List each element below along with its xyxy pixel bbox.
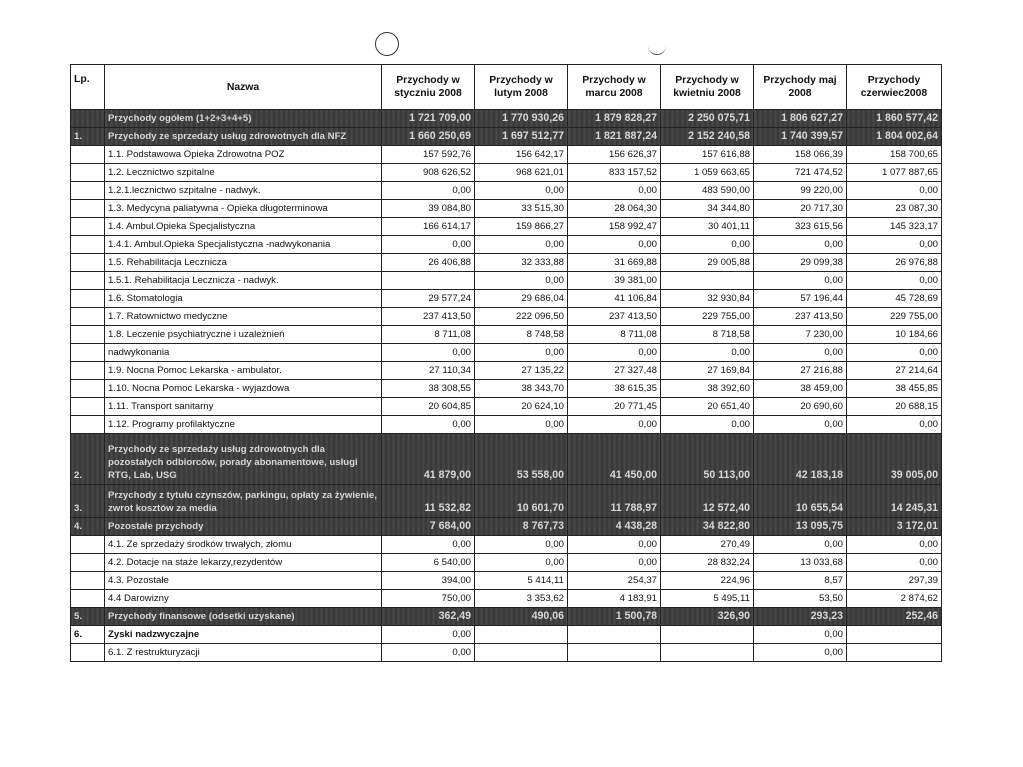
row-value-month-3: 0,00 <box>568 416 661 434</box>
row-name: Przychody ze sprzedaży usług zdrowotnych dla pozostałych odbiorców, porady abonamentowe, usługi RTG, Lab, USG <box>105 434 382 485</box>
table-row <box>71 308 942 326</box>
row-lp <box>71 218 105 236</box>
row-value-month-6 <box>847 644 942 662</box>
row-lp <box>71 380 105 398</box>
table-row <box>71 146 942 164</box>
row-value-month-3 <box>568 644 661 662</box>
row-value-month-4: 20 651,40 <box>661 398 754 416</box>
row-value-month-4: 29 005,88 <box>661 254 754 272</box>
row-value-month-3: 0,00 <box>568 344 661 362</box>
row-value-month-2 <box>475 626 568 644</box>
row-value-month-5: 323 615,56 <box>754 218 847 236</box>
row-value-month-3: 4 438,28 <box>568 518 661 536</box>
row-value-month-5: 53,50 <box>754 590 847 608</box>
row-value-month-5: 42 183,18 <box>754 434 847 485</box>
row-value-month-6: 23 087,30 <box>847 200 942 218</box>
row-name: nadwykonania <box>105 344 382 362</box>
row-value-month-6: 2 874,62 <box>847 590 942 608</box>
row-name: 1.10. Nocna Pomoc Lekarska - wyjazdowa <box>105 380 382 398</box>
row-value-month-2: 53 558,00 <box>475 434 568 485</box>
row-value-month-6: 0,00 <box>847 416 942 434</box>
header-lp: Lp. <box>71 65 105 110</box>
row-value-month-2: 38 343,70 <box>475 380 568 398</box>
row-name: Przychody ze sprzedaży usług zdrowotnych dla NFZ <box>105 128 382 146</box>
row-value-month-4: 8 718,58 <box>661 326 754 344</box>
row-value-month-6: 1 860 577,42 <box>847 110 942 128</box>
header-month-2: Przychody w lutym 2008 <box>475 65 568 110</box>
row-value-month-5: 20 717,30 <box>754 200 847 218</box>
row-value-month-2: 0,00 <box>475 344 568 362</box>
header-month-3: Przychody w marcu 2008 <box>568 65 661 110</box>
row-value-month-1: 26 406,88 <box>382 254 475 272</box>
row-name: 1.2. Lecznictwo szpitalne <box>105 164 382 182</box>
row-value-month-3: 11 788,97 <box>568 485 661 518</box>
row-name: 1.9. Nocna Pomoc Lekarska - ambulator. <box>105 362 382 380</box>
table-row <box>71 398 942 416</box>
row-value-month-2: 29 686,04 <box>475 290 568 308</box>
row-value-month-2: 156 642,17 <box>475 146 568 164</box>
row-value-month-1: 41 879,00 <box>382 434 475 485</box>
row-value-month-5: 158 066,39 <box>754 146 847 164</box>
row-value-month-4: 157 616,88 <box>661 146 754 164</box>
table-row <box>71 110 942 128</box>
row-value-month-6: 3 172,01 <box>847 518 942 536</box>
row-value-month-1: 362,49 <box>382 608 475 626</box>
row-value-month-3 <box>568 626 661 644</box>
row-lp: 6. <box>71 626 105 644</box>
row-value-month-3: 20 771,45 <box>568 398 661 416</box>
row-lp: 2. <box>71 434 105 485</box>
row-value-month-6: 27 214,64 <box>847 362 942 380</box>
row-value-month-1: 394,00 <box>382 572 475 590</box>
row-value-month-5: 0,00 <box>754 644 847 662</box>
row-value-month-4: 38 392,60 <box>661 380 754 398</box>
row-lp <box>71 254 105 272</box>
row-value-month-2: 0,00 <box>475 272 568 290</box>
header-name: Nazwa <box>105 65 382 110</box>
table-row <box>71 236 942 254</box>
row-value-month-1: 11 532,82 <box>382 485 475 518</box>
row-value-month-3: 8 711,08 <box>568 326 661 344</box>
row-value-month-1: 29 577,24 <box>382 290 475 308</box>
row-value-month-1: 237 413,50 <box>382 308 475 326</box>
row-value-month-2: 159 866,27 <box>475 218 568 236</box>
row-value-month-4: 483 590,00 <box>661 182 754 200</box>
row-value-month-4: 5 495,11 <box>661 590 754 608</box>
row-value-month-3: 0,00 <box>568 536 661 554</box>
row-value-month-6: 229 755,00 <box>847 308 942 326</box>
row-value-month-3: 39 381,00 <box>568 272 661 290</box>
row-value-month-5: 0,00 <box>754 416 847 434</box>
row-value-month-3: 0,00 <box>568 182 661 200</box>
table-row <box>71 485 942 518</box>
row-name: Przychody ogółem (1+2+3+4+5) <box>105 110 382 128</box>
row-value-month-3: 28 064,30 <box>568 200 661 218</box>
row-value-month-3: 0,00 <box>568 554 661 572</box>
table-row <box>71 644 942 662</box>
row-value-month-4: 34 344,80 <box>661 200 754 218</box>
row-value-month-1: 166 614,17 <box>382 218 475 236</box>
table-row <box>71 182 942 200</box>
table-row <box>71 344 942 362</box>
row-name: 4.3. Pozostałe <box>105 572 382 590</box>
row-name: 1.3. Medycyna paliatywna - Opieka długoterminowa <box>105 200 382 218</box>
row-value-month-1: 0,00 <box>382 182 475 200</box>
row-value-month-2 <box>475 644 568 662</box>
row-value-month-4 <box>661 644 754 662</box>
table-row <box>71 416 942 434</box>
row-value-month-1: 0,00 <box>382 344 475 362</box>
row-value-month-1: 39 084,80 <box>382 200 475 218</box>
row-value-month-1: 8 711,08 <box>382 326 475 344</box>
row-lp <box>71 200 105 218</box>
row-value-month-5: 99 220,00 <box>754 182 847 200</box>
row-lp <box>71 536 105 554</box>
row-value-month-2: 968 621,01 <box>475 164 568 182</box>
row-name: 4.2. Dotacje na staże lekarzy,rezydentów <box>105 554 382 572</box>
row-value-month-1: 0,00 <box>382 626 475 644</box>
row-value-month-5: 29 099,38 <box>754 254 847 272</box>
row-value-month-5: 13 033,68 <box>754 554 847 572</box>
row-value-month-4: 0,00 <box>661 236 754 254</box>
row-lp <box>71 644 105 662</box>
row-value-month-6: 39 005,00 <box>847 434 942 485</box>
row-value-month-4: 32 930,84 <box>661 290 754 308</box>
row-value-month-1: 0,00 <box>382 536 475 554</box>
table-row <box>71 572 942 590</box>
row-value-month-2: 490,06 <box>475 608 568 626</box>
row-lp <box>71 164 105 182</box>
row-value-month-3: 833 157,52 <box>568 164 661 182</box>
row-value-month-5: 721 474,52 <box>754 164 847 182</box>
header-month-6: Przychody czerwiec2008 <box>847 65 942 110</box>
table-row <box>71 272 942 290</box>
row-value-month-3: 4 183,91 <box>568 590 661 608</box>
row-value-month-2: 0,00 <box>475 536 568 554</box>
row-lp <box>71 146 105 164</box>
row-value-month-4 <box>661 626 754 644</box>
row-name: 1.5.1. Rehabilitacja Lecznicza - nadwyk. <box>105 272 382 290</box>
row-value-month-3: 31 669,88 <box>568 254 661 272</box>
row-value-month-5: 13 095,75 <box>754 518 847 536</box>
row-name: 1.1. Podstawowa Opieka Zdrowotna POZ <box>105 146 382 164</box>
row-value-month-2: 33 515,30 <box>475 200 568 218</box>
row-value-month-1: 0,00 <box>382 236 475 254</box>
row-value-month-6: 10 184,66 <box>847 326 942 344</box>
row-name: 4.4 Darowizny <box>105 590 382 608</box>
row-value-month-5: 10 655,54 <box>754 485 847 518</box>
row-lp <box>71 110 105 128</box>
row-name: 1.11. Transport sanitarny <box>105 398 382 416</box>
row-value-month-6: 14 245,31 <box>847 485 942 518</box>
row-value-month-2: 1 697 512,77 <box>475 128 568 146</box>
row-value-month-6: 0,00 <box>847 272 942 290</box>
row-value-month-4: 1 059 663,65 <box>661 164 754 182</box>
row-value-month-5: 0,00 <box>754 272 847 290</box>
row-lp <box>71 182 105 200</box>
row-value-month-4: 326,90 <box>661 608 754 626</box>
table-row <box>71 608 942 626</box>
row-value-month-4: 50 113,00 <box>661 434 754 485</box>
row-value-month-6: 20 688,15 <box>847 398 942 416</box>
row-value-month-6 <box>847 626 942 644</box>
row-value-month-6: 145 323,17 <box>847 218 942 236</box>
table-row <box>71 554 942 572</box>
row-name: Przychody finansowe (odsetki uzyskane) <box>105 608 382 626</box>
row-value-month-6: 0,00 <box>847 554 942 572</box>
row-lp <box>71 416 105 434</box>
row-value-month-5: 0,00 <box>754 536 847 554</box>
row-value-month-6: 0,00 <box>847 344 942 362</box>
row-value-month-6: 297,39 <box>847 572 942 590</box>
row-lp <box>71 236 105 254</box>
table-row <box>71 590 942 608</box>
row-name: 4.1. Ze sprzedaży środków trwałych, złomu <box>105 536 382 554</box>
table-row <box>71 128 942 146</box>
row-value-month-1: 157 592,76 <box>382 146 475 164</box>
row-value-month-5: 0,00 <box>754 236 847 254</box>
row-value-month-1: 27 110,34 <box>382 362 475 380</box>
row-value-month-3: 41 450,00 <box>568 434 661 485</box>
table-row <box>71 326 942 344</box>
row-value-month-4: 2 250 075,71 <box>661 110 754 128</box>
row-value-month-2: 5 414,11 <box>475 572 568 590</box>
row-lp: 1. <box>71 128 105 146</box>
row-lp <box>71 572 105 590</box>
row-value-month-6: 0,00 <box>847 536 942 554</box>
row-lp <box>71 326 105 344</box>
row-value-month-1: 1 721 709,00 <box>382 110 475 128</box>
row-name: 1.2.1.lecznictwo szpitalne - nadwyk. <box>105 182 382 200</box>
row-value-month-5: 7 230,00 <box>754 326 847 344</box>
punch-hole-mark <box>375 32 399 56</box>
table-row <box>71 518 942 536</box>
row-name: 1.6. Stomatologia <box>105 290 382 308</box>
row-value-month-2: 0,00 <box>475 416 568 434</box>
row-value-month-6: 252,46 <box>847 608 942 626</box>
row-value-month-2: 20 624,10 <box>475 398 568 416</box>
row-value-month-5: 0,00 <box>754 626 847 644</box>
row-lp <box>71 590 105 608</box>
row-value-month-5: 57 196,44 <box>754 290 847 308</box>
table-body <box>71 110 942 662</box>
row-value-month-3: 0,00 <box>568 236 661 254</box>
table-header-row <box>71 65 942 110</box>
row-name: 1.4.1. Ambul.Opieka Specjalistyczna -nadwykonania <box>105 236 382 254</box>
row-value-month-6: 38 455,85 <box>847 380 942 398</box>
row-value-month-6: 0,00 <box>847 236 942 254</box>
row-name: 1.7. Ratownictwo medyczne <box>105 308 382 326</box>
row-value-month-3: 38 615,35 <box>568 380 661 398</box>
row-name: 1.12. Programy profilaktyczne <box>105 416 382 434</box>
scan-mark <box>648 46 666 55</box>
row-value-month-1: 7 684,00 <box>382 518 475 536</box>
row-value-month-2: 222 096,50 <box>475 308 568 326</box>
row-name: Przychody z tytułu czynszów, parkingu, opłaty za żywienie, zwrot kosztów za media <box>105 485 382 518</box>
row-value-month-1: 0,00 <box>382 416 475 434</box>
header-month-1: Przychody w styczniu 2008 <box>382 65 475 110</box>
row-value-month-2: 0,00 <box>475 236 568 254</box>
row-value-month-4: 34 822,80 <box>661 518 754 536</box>
row-lp: 5. <box>71 608 105 626</box>
row-value-month-4: 224,96 <box>661 572 754 590</box>
row-value-month-6: 0,00 <box>847 182 942 200</box>
row-value-month-5: 38 459,00 <box>754 380 847 398</box>
row-value-month-2: 27 135,22 <box>475 362 568 380</box>
row-value-month-6: 1 804 002,64 <box>847 128 942 146</box>
row-lp: 3. <box>71 485 105 518</box>
row-value-month-6: 26 976,88 <box>847 254 942 272</box>
row-value-month-3: 156 626,37 <box>568 146 661 164</box>
row-value-month-5: 293,23 <box>754 608 847 626</box>
row-lp <box>71 344 105 362</box>
row-name: 1.8. Leczenie psychiatryczne i uzależnień <box>105 326 382 344</box>
table-row <box>71 536 942 554</box>
row-value-month-4: 0,00 <box>661 344 754 362</box>
row-value-month-1: 1 660 250,69 <box>382 128 475 146</box>
header-month-5: Przychody maj 2008 <box>754 65 847 110</box>
row-value-month-4: 0,00 <box>661 416 754 434</box>
row-value-month-1: 750,00 <box>382 590 475 608</box>
row-value-month-5: 1 740 399,57 <box>754 128 847 146</box>
row-value-month-4: 12 572,40 <box>661 485 754 518</box>
table-row <box>71 290 942 308</box>
row-value-month-6: 158 700,65 <box>847 146 942 164</box>
row-value-month-3: 41 106,84 <box>568 290 661 308</box>
row-value-month-5: 0,00 <box>754 344 847 362</box>
row-value-month-1: 38 308,55 <box>382 380 475 398</box>
row-value-month-3: 158 992,47 <box>568 218 661 236</box>
row-value-month-2: 32 333,88 <box>475 254 568 272</box>
table-row <box>71 626 942 644</box>
row-value-month-1: 0,00 <box>382 644 475 662</box>
table-row <box>71 434 942 485</box>
row-value-month-2: 0,00 <box>475 182 568 200</box>
table-row <box>71 254 942 272</box>
row-lp <box>71 362 105 380</box>
row-value-month-2: 0,00 <box>475 554 568 572</box>
row-value-month-2: 1 770 930,26 <box>475 110 568 128</box>
header-month-4: Przychody w kwietniu 2008 <box>661 65 754 110</box>
row-name: Pozostałe przychody <box>105 518 382 536</box>
row-value-month-2: 3 353,62 <box>475 590 568 608</box>
row-name: 1.5. Rehabilitacja Lecznicza <box>105 254 382 272</box>
table-row <box>71 218 942 236</box>
row-value-month-4: 270,49 <box>661 536 754 554</box>
row-value-month-4: 27 169,84 <box>661 362 754 380</box>
row-value-month-3: 27 327,48 <box>568 362 661 380</box>
row-value-month-6: 45 728,69 <box>847 290 942 308</box>
row-value-month-5: 8,57 <box>754 572 847 590</box>
row-value-month-2: 8 767,73 <box>475 518 568 536</box>
row-value-month-4: 2 152 240,58 <box>661 128 754 146</box>
row-value-month-5: 20 690,60 <box>754 398 847 416</box>
row-value-month-3: 1 500,78 <box>568 608 661 626</box>
row-value-month-2: 10 601,70 <box>475 485 568 518</box>
row-value-month-4: 30 401,11 <box>661 218 754 236</box>
row-value-month-4: 28 832,24 <box>661 554 754 572</box>
row-lp <box>71 272 105 290</box>
row-value-month-3: 1 821 887,24 <box>568 128 661 146</box>
row-value-month-5: 27 216,88 <box>754 362 847 380</box>
row-lp <box>71 308 105 326</box>
row-name: 1.4. Ambul.Opieka Specjalistyczna <box>105 218 382 236</box>
row-value-month-1 <box>382 272 475 290</box>
row-lp: 4. <box>71 518 105 536</box>
row-name: Zyski nadzwyczajne <box>105 626 382 644</box>
row-value-month-4 <box>661 272 754 290</box>
table-row <box>71 164 942 182</box>
table-row <box>71 200 942 218</box>
row-value-month-3: 254,37 <box>568 572 661 590</box>
row-name: 6.1. Z restrukturyzacji <box>105 644 382 662</box>
row-value-month-1: 908 626,52 <box>382 164 475 182</box>
row-value-month-5: 237 413,50 <box>754 308 847 326</box>
row-value-month-4: 229 755,00 <box>661 308 754 326</box>
row-lp <box>71 290 105 308</box>
row-value-month-5: 1 806 627,27 <box>754 110 847 128</box>
table-row <box>71 380 942 398</box>
row-value-month-3: 1 879 828,27 <box>568 110 661 128</box>
row-value-month-1: 20 604,85 <box>382 398 475 416</box>
row-value-month-6: 1 077 887,65 <box>847 164 942 182</box>
row-value-month-2: 8 748,58 <box>475 326 568 344</box>
revenue-table <box>70 64 942 662</box>
row-lp <box>71 398 105 416</box>
row-value-month-1: 6 540,00 <box>382 554 475 572</box>
table-row <box>71 362 942 380</box>
row-value-month-3: 237 413,50 <box>568 308 661 326</box>
row-lp <box>71 554 105 572</box>
